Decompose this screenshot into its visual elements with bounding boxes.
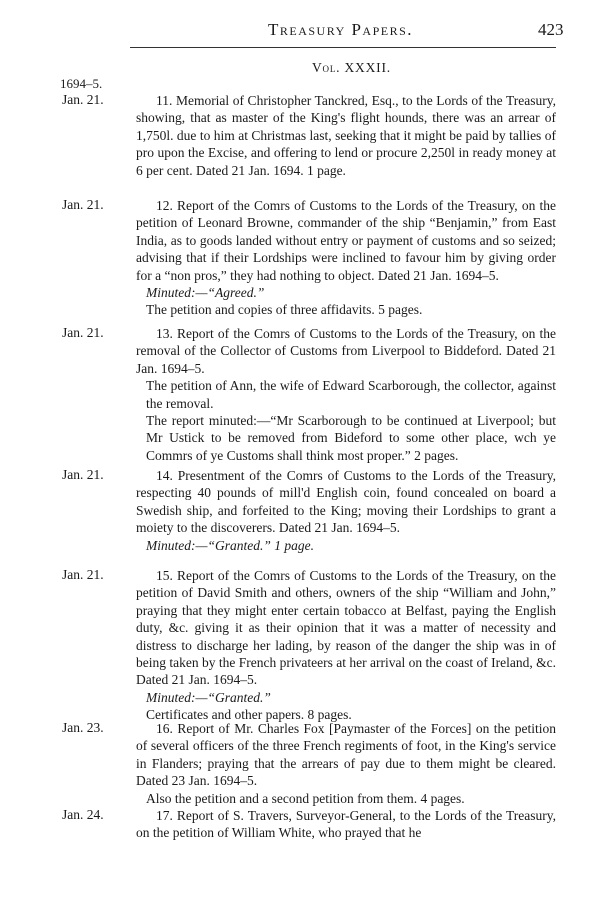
entry-body (136, 807, 556, 842)
running-title: Treasury Papers. (268, 20, 414, 39)
entry-minute: Minuted:—“Agreed.” (146, 285, 265, 301)
entry-minute: Minuted:—“Granted.” 1 page. (146, 537, 314, 553)
entry-body (136, 720, 556, 807)
running-head (0, 20, 606, 50)
entry-enclosure: The petition of Ann, the wife of Edward Scarborough, the collector, against the removal. (146, 378, 556, 411)
entry-date: Jan. 24. (62, 807, 104, 822)
entry-date: Jan. 21. (62, 567, 104, 582)
entry-text: 17. Report of S. Travers, Surveyor-General, to the Lords of the Treasury, on the petition of William White, who prayed that he (136, 808, 556, 841)
entry-enclosure: The petition and copies of three affidavits. 5 pages. (146, 302, 423, 318)
entry-body (136, 567, 556, 724)
entry-text: 16. Report of Mr. Charles Fox [Paymaster of the Forces] on the petition of several officers of the three French regiments of foot, in the King's service in Flanders; praying that the arrears of pay due to them might be cleared. Dated 23 Jan. 1694–5. (136, 721, 556, 789)
entry-body (136, 325, 556, 464)
header-rule (130, 47, 556, 48)
entry-text: 15. Report of the Comrs of Customs to the Lords of the Treasury, on the petition of David Smith and others, owners of the ship “William and John,” praying that they might enter certain tobacco at Belfast, paying the English duty, &c. giving it as their opinion that it was a matter of necessity and distress to discharge her lading, by reason of the danger the ship was in of being taken by the French privateers at her arrival on the coast of Ireland, &c. Dated 21 Jan. 1694–5. (136, 568, 556, 688)
entry-text: 14. Presentment of the Comrs of Customs to the Lords of the Treasury, respecting 40 pounds of mill'd English coin, found concealed on board a Swedish ship, and forfeited to the King; moving their Lordships to grant a moiety to the discoverers. Dated 21 Jan. 1694–5. (136, 468, 556, 536)
entry-date: Jan. 21. (62, 467, 104, 482)
entry-body (136, 467, 556, 554)
entry-enclosure: Also the petition and a second petition from them. 4 pages. (146, 790, 465, 806)
entry-text: 11. Memorial of Christopher Tanckred, Esq., to the Lords of the Treasury, showing, that as master of the King's flight hounds, there was an arrear of 1,750l. due to him at Christmas last, seeking that it might be paid by tallies of pro upon the Excise, and offering to lend or procure 2,250l in ready money at 6 per cent. Dated 21 Jan. 1694. 1 page. (136, 93, 556, 178)
entry-enclosure: Certificates and other papers. 8 pages. (146, 707, 352, 723)
entry-text: 13. Report of the Comrs of Customs to the Lords of the Treasury, on the removal of the Collector of Customs from Liverpool to Biddeford. Dated 21 Jan. 1694–5. (136, 326, 556, 376)
volume-label: Vol. XXXII. (312, 60, 391, 75)
entry-date: Jan. 21. (62, 92, 104, 107)
entry-date: Jan. 21. (62, 197, 104, 212)
entry-date: Jan. 23. (62, 720, 104, 735)
entry-minute: Minuted:—“Granted.” (146, 689, 271, 705)
entry-date: Jan. 21. (62, 325, 104, 340)
year-label: 1694–5. (60, 76, 103, 91)
entry-body (136, 92, 556, 179)
page-number: 423 (538, 20, 564, 39)
entry-text: 12. Report of the Comrs of Customs to the Lords of the Treasury, on the petition of Leonard Browne, commander of the ship “Benjamin,” from East India, as to goods landed without entry or payment of customs and so seized; advising that if their Lordships were inclined to favour him by giving order for a “non pros,” they had nothing to object. Dated 21 Jan. 1694–5. (136, 198, 556, 283)
entry-minute: The report minuted:—“Mr Scarborough to be continued at Liverpool; but Mr Ustick to be removed from Bideford to some other place, wch ye Commrs of ye Customs shall think most proper.” 2 pages. (146, 413, 556, 463)
entry-body (136, 197, 556, 319)
